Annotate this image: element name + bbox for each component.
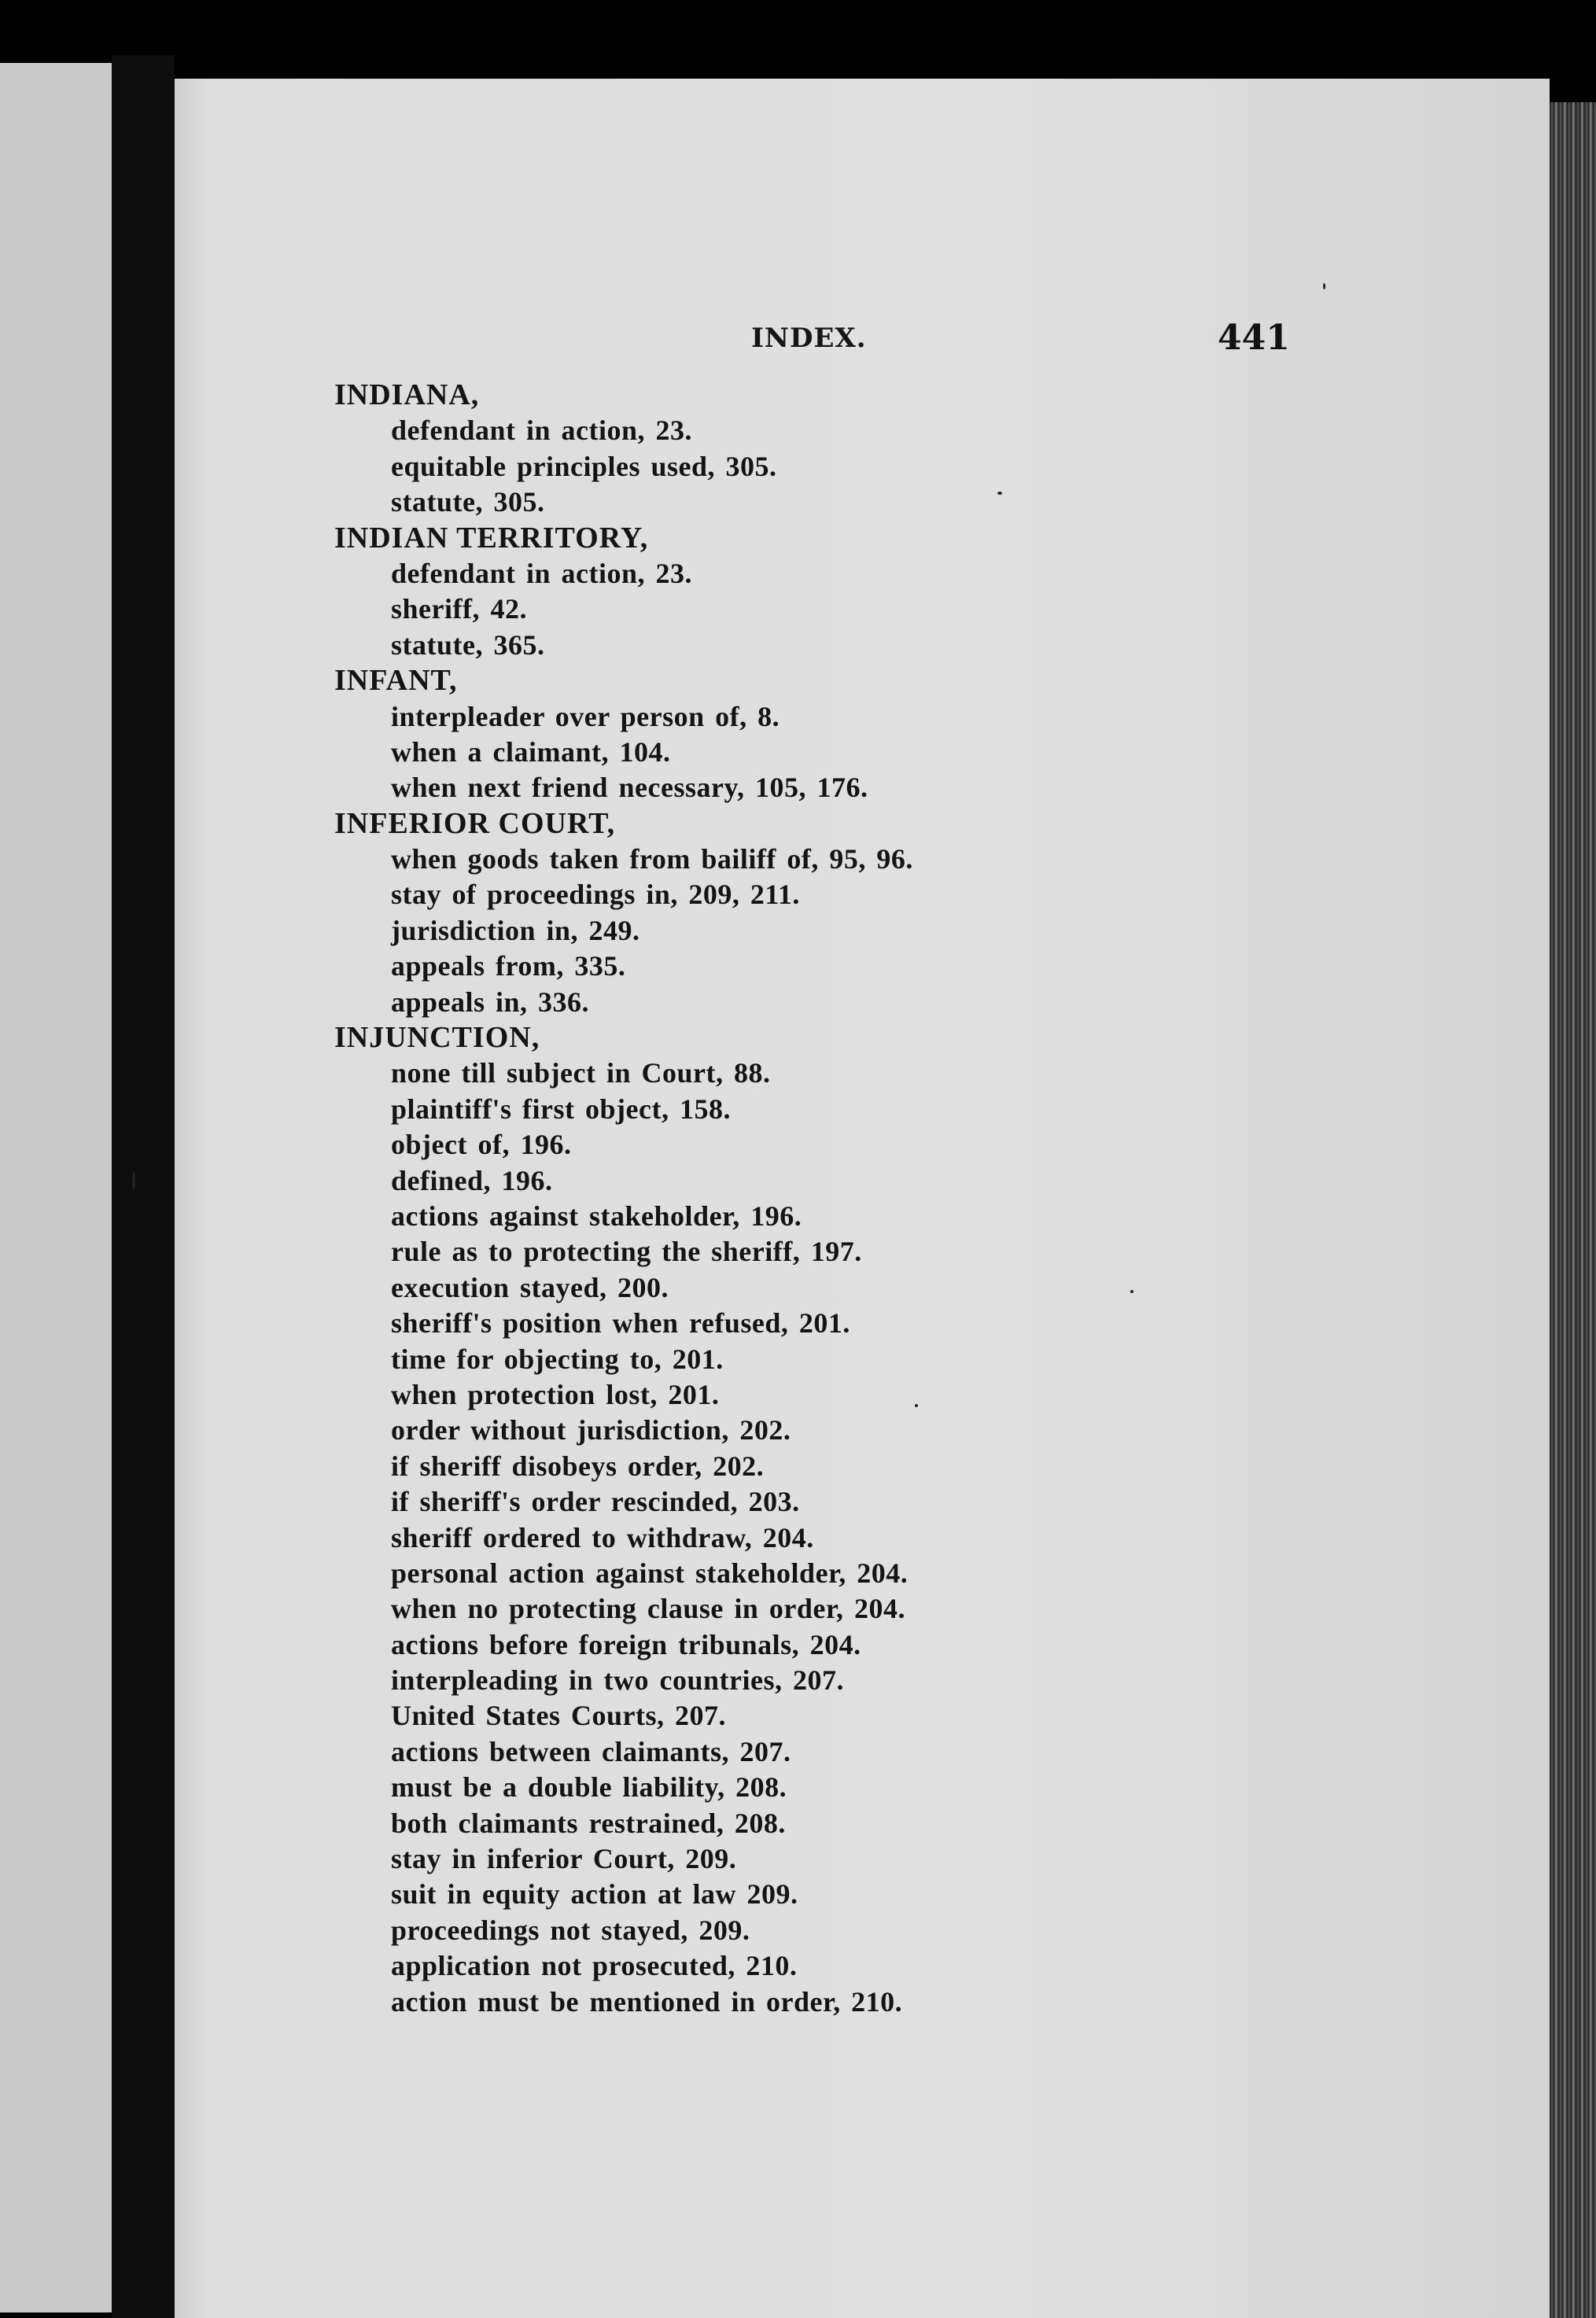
index-subentry: sheriff ordered to withdraw, 204. (391, 1521, 814, 1553)
index-heading: INDIANA, (334, 378, 480, 411)
index-subentry: when next friend necessary, 105, 176. (391, 772, 868, 804)
page-number: 441 (1218, 318, 1290, 358)
index-subentry: personal action against stakeholder, 204. (391, 1557, 909, 1589)
index-subentry: object of, 196. (391, 1129, 572, 1161)
scan-speck (1323, 283, 1325, 289)
index-subentry: when a claimant, 104. (391, 735, 671, 768)
index-subentry: defendant in action, 23. (391, 557, 693, 589)
index-list (334, 378, 1475, 2020)
index-subentry: actions between claimants, 207. (391, 1735, 791, 1767)
index-subentry: defined, 196. (391, 1164, 553, 1196)
index-subentry: actions against stakeholder, 196. (391, 1200, 802, 1232)
index-subentry: none till subject in Court, 88. (391, 1057, 771, 1089)
index-subentry: suit in equity action at law 209. (391, 1878, 798, 1911)
index-subentry: if sheriff disobeys order, 202. (391, 1450, 765, 1482)
index-subentry: appeals from, 335. (391, 950, 626, 982)
index-subentry: if sheriff's order rescinded, 203. (391, 1486, 800, 1518)
book-gutter (112, 55, 175, 2318)
index-heading: INJUNCTION, (334, 1021, 540, 1055)
index-subentry: jurisdiction in, 249. (391, 914, 640, 946)
index-subentry: stay of proceedings in, 209, 211. (391, 879, 800, 911)
index-subentry: defendant in action, 23. (391, 415, 693, 447)
index-subentry: time for objecting to, 201. (391, 1343, 724, 1375)
index-subentry: sheriff's position when refused, 201. (391, 1307, 850, 1340)
running-head: INDEX. (751, 322, 867, 354)
facing-page-edge (0, 63, 112, 2312)
index-subentry: appeals in, 336. (391, 986, 590, 1018)
index-heading: INDIAN TERRITORY, (334, 521, 649, 555)
page-stack-edge (1550, 102, 1596, 2318)
index-subentry: order without jurisdiction, 202. (391, 1414, 791, 1446)
index-subentry: statute, 365. (391, 628, 545, 661)
index-subentry: rule as to protecting the sheriff, 197. (391, 1236, 862, 1268)
index-subentry: stay in inferior Court, 209. (391, 1843, 737, 1875)
index-subentry: United States Courts, 207. (391, 1700, 726, 1732)
index-subentry: when no protecting clause in order, 204. (391, 1593, 906, 1625)
scan-speck (132, 1172, 135, 1189)
index-subentry: action must be mentioned in order, 210. (391, 1985, 903, 2018)
index-subentry: execution stayed, 200. (391, 1271, 669, 1303)
index-heading: INFANT, (334, 664, 458, 698)
index-subentry: plaintiff's first object, 158. (391, 1093, 731, 1125)
index-heading: INFERIOR COURT, (334, 806, 616, 840)
index-subentry: when goods taken from bailiff of, 95, 96. (391, 843, 913, 875)
index-subentry: statute, 305. (391, 486, 545, 518)
index-subentry: application not prosecuted, 210. (391, 1950, 798, 1982)
index-subentry: actions before foreign tribunals, 204. (391, 1628, 861, 1660)
index-subentry: when protection lost, 201. (391, 1378, 720, 1410)
index-subentry: sheriff, 42. (391, 593, 527, 625)
index-subentry: equitable principles used, 305. (391, 450, 777, 482)
index-subentry: both claimants restrained, 208. (391, 1807, 786, 1839)
index-subentry: interpleading in two countries, 207. (391, 1664, 845, 1697)
index-subentry: proceedings not stayed, 209. (391, 1914, 750, 1946)
index-subentry: must be a double liability, 208. (391, 1771, 787, 1804)
index-subentry: interpleader over person of, 8. (391, 700, 780, 732)
